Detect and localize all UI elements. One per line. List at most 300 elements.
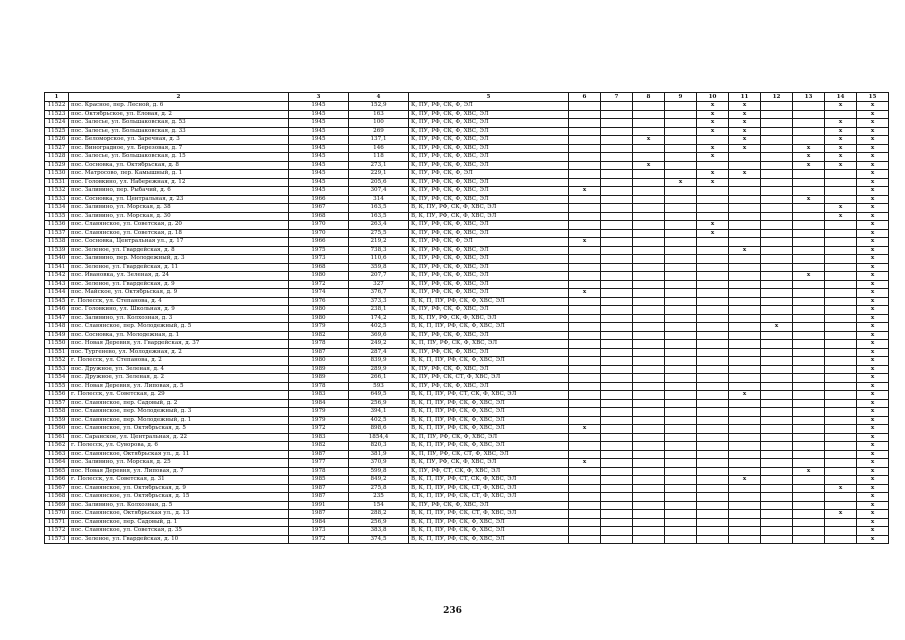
year-cell: 1976 bbox=[289, 297, 349, 306]
table-row bbox=[45, 238, 889, 247]
mark-cell-col-13 bbox=[793, 408, 825, 417]
mark-cell-col-6 bbox=[569, 467, 601, 476]
utilities-cell: В, К, ПУ, РФ, СК, Ф, ХВС, ЭЛ bbox=[409, 212, 569, 221]
record-number-cell: 11544 bbox=[45, 289, 69, 298]
area-cell: 1854,4 bbox=[349, 433, 409, 442]
utilities-cell: К, ПУ, РФ, СК, Ф, ХВС, ЭЛ bbox=[409, 246, 569, 255]
mark-cell-col-13 bbox=[793, 518, 825, 527]
mark-cell-col-12 bbox=[761, 119, 793, 128]
utilities-cell: К, ПУ, РФ, СК, Ф, ХВС, ЭЛ bbox=[409, 365, 569, 374]
utilities-cell: К, ПУ, РФ, СК, Ф, ХВС, ЭЛ bbox=[409, 110, 569, 119]
year-cell: 1972 bbox=[289, 425, 349, 434]
mark-cell-col-6: x bbox=[569, 425, 601, 434]
mark-cell-col-11 bbox=[729, 297, 761, 306]
mark-cell-col-11 bbox=[729, 382, 761, 391]
record-number-cell: 11568 bbox=[45, 493, 69, 502]
record-number-cell: 11528 bbox=[45, 153, 69, 162]
address-cell: пос. Матросово, пер. Камышный, д. 1 bbox=[69, 170, 289, 179]
area-cell: 307,4 bbox=[349, 187, 409, 196]
mark-cell-col-12 bbox=[761, 246, 793, 255]
mark-cell-col-9 bbox=[665, 535, 697, 544]
mark-cell-col-13 bbox=[793, 501, 825, 510]
mark-cell-col-11 bbox=[729, 340, 761, 349]
mark-cell-col-9 bbox=[665, 518, 697, 527]
mark-cell-col-9 bbox=[665, 331, 697, 340]
record-number-cell: 11538 bbox=[45, 238, 69, 247]
mark-cell-col-9 bbox=[665, 289, 697, 298]
mark-cell-col-13 bbox=[793, 178, 825, 187]
year-cell: 1968 bbox=[289, 212, 349, 221]
utilities-cell: В, К, П, ПУ, РФ, СК, Ф, ХВС, ЭЛ bbox=[409, 442, 569, 451]
address-cell: пос. Тургенево, ул. Молодежная, д. 2 bbox=[69, 348, 289, 357]
mark-cell-col-9 bbox=[665, 263, 697, 272]
year-cell: 1987 bbox=[289, 450, 349, 459]
mark-cell-col-10 bbox=[697, 272, 729, 281]
mark-cell-col-7 bbox=[601, 221, 633, 230]
mark-cell-col-6 bbox=[569, 263, 601, 272]
mark-cell-col-15: x bbox=[857, 204, 889, 213]
utilities-cell: В, К, П, ПУ, РФ, СК, Ф, ХВС, ЭЛ bbox=[409, 297, 569, 306]
mark-cell-col-11 bbox=[729, 501, 761, 510]
mark-cell-col-11 bbox=[729, 263, 761, 272]
mark-cell-col-8 bbox=[633, 476, 665, 485]
table-row bbox=[45, 442, 889, 451]
mark-cell-col-13 bbox=[793, 459, 825, 468]
record-number-cell: 11530 bbox=[45, 170, 69, 179]
mark-cell-col-13 bbox=[793, 340, 825, 349]
register-sheet bbox=[44, 92, 877, 544]
address-cell: пос. Дружное, ул. Зеленая, д. 4 bbox=[69, 365, 289, 374]
mark-cell-col-6 bbox=[569, 433, 601, 442]
utilities-cell: К, ПУ, РФ, СК, Ф, ЭЛ bbox=[409, 170, 569, 179]
mark-cell-col-15: x bbox=[857, 212, 889, 221]
mark-cell-col-15: x bbox=[857, 280, 889, 289]
mark-cell-col-10 bbox=[697, 314, 729, 323]
mark-cell-col-6 bbox=[569, 501, 601, 510]
mark-cell-col-7 bbox=[601, 501, 633, 510]
mark-cell-col-6 bbox=[569, 246, 601, 255]
record-number-cell: 11547 bbox=[45, 314, 69, 323]
mark-cell-col-8 bbox=[633, 374, 665, 383]
utilities-cell: К, ПУ, РФ, СК, Ф, ХВС, ЭЛ bbox=[409, 348, 569, 357]
mark-cell-col-14: x bbox=[825, 204, 857, 213]
mark-cell-col-12 bbox=[761, 272, 793, 281]
mark-cell-col-10: x bbox=[697, 221, 729, 230]
mark-cell-col-10 bbox=[697, 484, 729, 493]
mark-cell-col-6 bbox=[569, 136, 601, 145]
mark-cell-col-10 bbox=[697, 527, 729, 536]
mark-cell-col-12 bbox=[761, 306, 793, 315]
mark-cell-col-13 bbox=[793, 348, 825, 357]
column-header-15: 15 bbox=[857, 93, 889, 102]
table-row bbox=[45, 221, 889, 230]
mark-cell-col-13 bbox=[793, 357, 825, 366]
record-number-cell: 11556 bbox=[45, 391, 69, 400]
mark-cell-col-15: x bbox=[857, 450, 889, 459]
mark-cell-col-15: x bbox=[857, 391, 889, 400]
mark-cell-col-13 bbox=[793, 476, 825, 485]
mark-cell-col-8 bbox=[633, 110, 665, 119]
mark-cell-col-6: x bbox=[569, 289, 601, 298]
mark-cell-col-7 bbox=[601, 144, 633, 153]
utilities-cell: К, ПУ, РФ, СК, Ф, ЭЛ bbox=[409, 238, 569, 247]
area-cell: 256,9 bbox=[349, 518, 409, 527]
mark-cell-col-7 bbox=[601, 119, 633, 128]
mark-cell-col-10 bbox=[697, 459, 729, 468]
mark-cell-col-14 bbox=[825, 357, 857, 366]
area-cell: 898,6 bbox=[349, 425, 409, 434]
mark-cell-col-12 bbox=[761, 170, 793, 179]
mark-cell-col-12 bbox=[761, 425, 793, 434]
mark-cell-col-12 bbox=[761, 178, 793, 187]
column-header-9: 9 bbox=[665, 93, 697, 102]
mark-cell-col-13 bbox=[793, 221, 825, 230]
table-row bbox=[45, 187, 889, 196]
mark-cell-col-15: x bbox=[857, 433, 889, 442]
mark-cell-col-11 bbox=[729, 374, 761, 383]
mark-cell-col-14 bbox=[825, 297, 857, 306]
mark-cell-col-10 bbox=[697, 450, 729, 459]
year-cell: 1987 bbox=[289, 510, 349, 519]
address-cell: пос. Славянское, пер. Молодежный, д. 1 bbox=[69, 416, 289, 425]
area-cell: 383,8 bbox=[349, 527, 409, 536]
year-cell: 1972 bbox=[289, 280, 349, 289]
mark-cell-col-9 bbox=[665, 450, 697, 459]
utilities-cell: К, ПУ, РФ, СК, Ф, ХВС, ЭЛ bbox=[409, 280, 569, 289]
utilities-cell: К, ПУ, РФ, СК, Ф, ХВС, ЭЛ bbox=[409, 501, 569, 510]
mark-cell-col-9 bbox=[665, 416, 697, 425]
table-row bbox=[45, 136, 889, 145]
column-header-3: 3 bbox=[289, 93, 349, 102]
mark-cell-col-11: x bbox=[729, 136, 761, 145]
address-cell: пос. Славянское, ул. Советская, д. 35 bbox=[69, 527, 289, 536]
mark-cell-col-13 bbox=[793, 365, 825, 374]
mark-cell-col-14 bbox=[825, 238, 857, 247]
mark-cell-col-12 bbox=[761, 280, 793, 289]
mark-cell-col-6 bbox=[569, 127, 601, 136]
mark-cell-col-6 bbox=[569, 357, 601, 366]
mark-cell-col-15: x bbox=[857, 348, 889, 357]
mark-cell-col-7 bbox=[601, 357, 633, 366]
area-cell: 163,5 bbox=[349, 204, 409, 213]
mark-cell-col-15: x bbox=[857, 144, 889, 153]
mark-cell-col-15: x bbox=[857, 493, 889, 502]
area-cell: 137,1 bbox=[349, 136, 409, 145]
mark-cell-col-6 bbox=[569, 476, 601, 485]
mark-cell-col-14: x bbox=[825, 510, 857, 519]
area-cell: 174,2 bbox=[349, 314, 409, 323]
mark-cell-col-15: x bbox=[857, 263, 889, 272]
address-cell: пос. Залесье, ул. Большаковская, д. 33 bbox=[69, 127, 289, 136]
mark-cell-col-14 bbox=[825, 331, 857, 340]
mark-cell-col-6 bbox=[569, 255, 601, 264]
address-cell: пос. Виноградное, ул. Березовая, д. 7 bbox=[69, 144, 289, 153]
record-number-cell: 11548 bbox=[45, 323, 69, 332]
mark-cell-col-11: x bbox=[729, 170, 761, 179]
area-cell: 820,3 bbox=[349, 442, 409, 451]
mark-cell-col-9 bbox=[665, 161, 697, 170]
mark-cell-col-12 bbox=[761, 416, 793, 425]
year-cell: 1985 bbox=[289, 476, 349, 485]
mark-cell-col-11 bbox=[729, 204, 761, 213]
column-header-13: 13 bbox=[793, 93, 825, 102]
table-row bbox=[45, 467, 889, 476]
area-cell: 269 bbox=[349, 127, 409, 136]
table-row bbox=[45, 493, 889, 502]
record-number-cell: 11540 bbox=[45, 255, 69, 264]
mark-cell-col-12 bbox=[761, 348, 793, 357]
mark-cell-col-15: x bbox=[857, 178, 889, 187]
address-cell: пос. Залесье, ул. Большаковская, д. 53 bbox=[69, 119, 289, 128]
mark-cell-col-13 bbox=[793, 238, 825, 247]
mark-cell-col-6: x bbox=[569, 187, 601, 196]
mark-cell-col-10 bbox=[697, 442, 729, 451]
mark-cell-col-9 bbox=[665, 484, 697, 493]
address-cell: г. Полесск, ул. Степанова, д. 2 bbox=[69, 357, 289, 366]
mark-cell-col-8 bbox=[633, 467, 665, 476]
mark-cell-col-7 bbox=[601, 110, 633, 119]
mark-cell-col-11 bbox=[729, 306, 761, 315]
mark-cell-col-14 bbox=[825, 340, 857, 349]
mark-cell-col-7 bbox=[601, 467, 633, 476]
mark-cell-col-12 bbox=[761, 331, 793, 340]
record-number-cell: 11566 bbox=[45, 476, 69, 485]
table-row bbox=[45, 263, 889, 272]
mark-cell-col-10 bbox=[697, 433, 729, 442]
mark-cell-col-7 bbox=[601, 323, 633, 332]
mark-cell-col-12 bbox=[761, 195, 793, 204]
mark-cell-col-9 bbox=[665, 297, 697, 306]
mark-cell-col-15: x bbox=[857, 374, 889, 383]
area-cell: 288,2 bbox=[349, 510, 409, 519]
utilities-cell: К, ПУ, РФ, СК, Ф, ХВС, ЭЛ bbox=[409, 263, 569, 272]
mark-cell-col-10 bbox=[697, 238, 729, 247]
record-number-cell: 11564 bbox=[45, 459, 69, 468]
address-cell: пос. Славянское, Октябрьская ул., д. 13 bbox=[69, 510, 289, 519]
mark-cell-col-15: x bbox=[857, 484, 889, 493]
mark-cell-col-13 bbox=[793, 510, 825, 519]
mark-cell-col-14 bbox=[825, 467, 857, 476]
mark-cell-col-14 bbox=[825, 459, 857, 468]
mark-cell-col-9 bbox=[665, 501, 697, 510]
mark-cell-col-6 bbox=[569, 178, 601, 187]
record-number-cell: 11549 bbox=[45, 331, 69, 340]
mark-cell-col-7 bbox=[601, 306, 633, 315]
mark-cell-col-6 bbox=[569, 323, 601, 332]
utilities-cell: В, К, П, ПУ, РФ, СК, СТ, Ф, ХВС, ЭЛ bbox=[409, 510, 569, 519]
mark-cell-col-15: x bbox=[857, 229, 889, 238]
area-cell: 205,6 bbox=[349, 178, 409, 187]
mark-cell-col-14 bbox=[825, 255, 857, 264]
year-cell: 1980 bbox=[289, 357, 349, 366]
mark-cell-col-15: x bbox=[857, 459, 889, 468]
address-cell: г. Полесск, ул. Суворова, д. 6 bbox=[69, 442, 289, 451]
mark-cell-col-11 bbox=[729, 467, 761, 476]
column-header-14: 14 bbox=[825, 93, 857, 102]
mark-cell-col-15: x bbox=[857, 238, 889, 247]
mark-cell-col-12 bbox=[761, 527, 793, 536]
mark-cell-col-7 bbox=[601, 442, 633, 451]
mark-cell-col-14 bbox=[825, 170, 857, 179]
mark-cell-col-7 bbox=[601, 527, 633, 536]
year-cell: 1984 bbox=[289, 399, 349, 408]
table-body bbox=[45, 102, 889, 544]
mark-cell-col-12 bbox=[761, 229, 793, 238]
mark-cell-col-7 bbox=[601, 391, 633, 400]
mark-cell-col-7 bbox=[601, 178, 633, 187]
area-cell: 249,2 bbox=[349, 340, 409, 349]
mark-cell-col-13 bbox=[793, 289, 825, 298]
mark-cell-col-13 bbox=[793, 535, 825, 544]
mark-cell-col-6 bbox=[569, 374, 601, 383]
table-row bbox=[45, 518, 889, 527]
mark-cell-col-14 bbox=[825, 195, 857, 204]
mark-cell-col-11 bbox=[729, 153, 761, 162]
table-row bbox=[45, 399, 889, 408]
mark-cell-col-10 bbox=[697, 331, 729, 340]
mark-cell-col-11 bbox=[729, 323, 761, 332]
mark-cell-col-6 bbox=[569, 280, 601, 289]
mark-cell-col-15: x bbox=[857, 535, 889, 544]
mark-cell-col-14 bbox=[825, 348, 857, 357]
mark-cell-col-15: x bbox=[857, 289, 889, 298]
table-row bbox=[45, 119, 889, 128]
mark-cell-col-7 bbox=[601, 255, 633, 264]
mark-cell-col-6 bbox=[569, 229, 601, 238]
table-row bbox=[45, 382, 889, 391]
address-cell: пос. Зеленое, ул. Гвардейская, д. 10 bbox=[69, 535, 289, 544]
address-cell: пос. Заливино, ул. Морская, д. 30 bbox=[69, 212, 289, 221]
area-cell: 273,1 bbox=[349, 161, 409, 170]
address-cell: пос. Ивановка, ул. Зеленая, д. 24 bbox=[69, 272, 289, 281]
mark-cell-col-14 bbox=[825, 323, 857, 332]
mark-cell-col-7 bbox=[601, 348, 633, 357]
table-row bbox=[45, 450, 889, 459]
mark-cell-col-8 bbox=[633, 442, 665, 451]
mark-cell-col-8 bbox=[633, 280, 665, 289]
area-cell: 207,7 bbox=[349, 272, 409, 281]
mark-cell-col-12 bbox=[761, 484, 793, 493]
year-cell: 1945 bbox=[289, 153, 349, 162]
record-number-cell: 11570 bbox=[45, 510, 69, 519]
area-cell: 849,2 bbox=[349, 476, 409, 485]
mark-cell-col-14 bbox=[825, 382, 857, 391]
mark-cell-col-8 bbox=[633, 357, 665, 366]
record-number-cell: 11541 bbox=[45, 263, 69, 272]
mark-cell-col-15: x bbox=[857, 476, 889, 485]
address-cell: пос. Беломорское, ул. Заречная, д. 3 bbox=[69, 136, 289, 145]
mark-cell-col-6 bbox=[569, 510, 601, 519]
year-cell: 1945 bbox=[289, 119, 349, 128]
area-cell: 402,5 bbox=[349, 416, 409, 425]
mark-cell-col-12 bbox=[761, 399, 793, 408]
mark-cell-col-9 bbox=[665, 306, 697, 315]
mark-cell-col-9 bbox=[665, 442, 697, 451]
mark-cell-col-8 bbox=[633, 323, 665, 332]
mark-cell-col-6 bbox=[569, 450, 601, 459]
mark-cell-col-7 bbox=[601, 510, 633, 519]
mark-cell-col-8 bbox=[633, 289, 665, 298]
record-number-cell: 11550 bbox=[45, 340, 69, 349]
mark-cell-col-15: x bbox=[857, 467, 889, 476]
mark-cell-col-12 bbox=[761, 297, 793, 306]
address-cell: пос. Новая Деревня, ул. Липовая, д. 7 bbox=[69, 467, 289, 476]
record-number-cell: 11537 bbox=[45, 229, 69, 238]
area-cell: 146 bbox=[349, 144, 409, 153]
mark-cell-col-11 bbox=[729, 459, 761, 468]
table-row bbox=[45, 297, 889, 306]
mark-cell-col-14 bbox=[825, 416, 857, 425]
record-number-cell: 11545 bbox=[45, 297, 69, 306]
address-cell: пос. Зеленое, ул. Гвардейская, д. 8 bbox=[69, 246, 289, 255]
mark-cell-col-13 bbox=[793, 314, 825, 323]
utilities-cell: В, К, П, ПУ, РФ, СК, Ф, ХВС, ЭЛ bbox=[409, 399, 569, 408]
mark-cell-col-11 bbox=[729, 365, 761, 374]
mark-cell-col-14: x bbox=[825, 153, 857, 162]
year-cell: 1979 bbox=[289, 323, 349, 332]
table-row bbox=[45, 340, 889, 349]
mark-cell-col-6 bbox=[569, 365, 601, 374]
mark-cell-col-6 bbox=[569, 535, 601, 544]
mark-cell-col-10 bbox=[697, 374, 729, 383]
mark-cell-col-14 bbox=[825, 187, 857, 196]
record-number-cell: 11539 bbox=[45, 246, 69, 255]
mark-cell-col-14 bbox=[825, 178, 857, 187]
mark-cell-col-13: x bbox=[793, 272, 825, 281]
table-row bbox=[45, 331, 889, 340]
mark-cell-col-7 bbox=[601, 272, 633, 281]
mark-cell-col-8 bbox=[633, 170, 665, 179]
mark-cell-col-10 bbox=[697, 416, 729, 425]
mark-cell-col-7 bbox=[601, 212, 633, 221]
utilities-cell: В, К, ПУ, РФ, СК, Ф, ХВС, ЭЛ bbox=[409, 314, 569, 323]
year-cell: 1991 bbox=[289, 501, 349, 510]
area-cell: 394,1 bbox=[349, 408, 409, 417]
address-cell: пос. Сосновка, Центральная ул., д. 17 bbox=[69, 238, 289, 247]
year-cell: 1973 bbox=[289, 255, 349, 264]
mark-cell-col-14 bbox=[825, 527, 857, 536]
mark-cell-col-7 bbox=[601, 195, 633, 204]
area-cell: 370,9 bbox=[349, 459, 409, 468]
mark-cell-col-8 bbox=[633, 501, 665, 510]
mark-cell-col-7 bbox=[601, 153, 633, 162]
mark-cell-col-9 bbox=[665, 476, 697, 485]
mark-cell-col-8 bbox=[633, 450, 665, 459]
mark-cell-col-6 bbox=[569, 340, 601, 349]
year-cell: 1987 bbox=[289, 348, 349, 357]
utilities-cell: В, К, П, ПУ, РФ, СТ, СК, Ф, ХВС, ЭЛ bbox=[409, 391, 569, 400]
mark-cell-col-11 bbox=[729, 272, 761, 281]
mark-cell-col-6 bbox=[569, 221, 601, 230]
mark-cell-col-15: x bbox=[857, 425, 889, 434]
mark-cell-col-8 bbox=[633, 484, 665, 493]
mark-cell-col-7 bbox=[601, 170, 633, 179]
address-cell: пос. Заливино, ул. Морская, д. 25 bbox=[69, 459, 289, 468]
mark-cell-col-14 bbox=[825, 229, 857, 238]
record-number-cell: 11534 bbox=[45, 204, 69, 213]
record-number-cell: 11551 bbox=[45, 348, 69, 357]
utilities-cell: В, К, П, ПУ, РФ, СК, СТ, Ф, ХВС, ЭЛ bbox=[409, 493, 569, 502]
year-cell: 1978 bbox=[289, 467, 349, 476]
mark-cell-col-13 bbox=[793, 170, 825, 179]
mark-cell-col-11 bbox=[729, 331, 761, 340]
mark-cell-col-15: x bbox=[857, 153, 889, 162]
mark-cell-col-15: x bbox=[857, 510, 889, 519]
mark-cell-col-7 bbox=[601, 416, 633, 425]
mark-cell-col-10 bbox=[697, 255, 729, 264]
mark-cell-col-8 bbox=[633, 518, 665, 527]
mark-cell-col-10: x bbox=[697, 178, 729, 187]
